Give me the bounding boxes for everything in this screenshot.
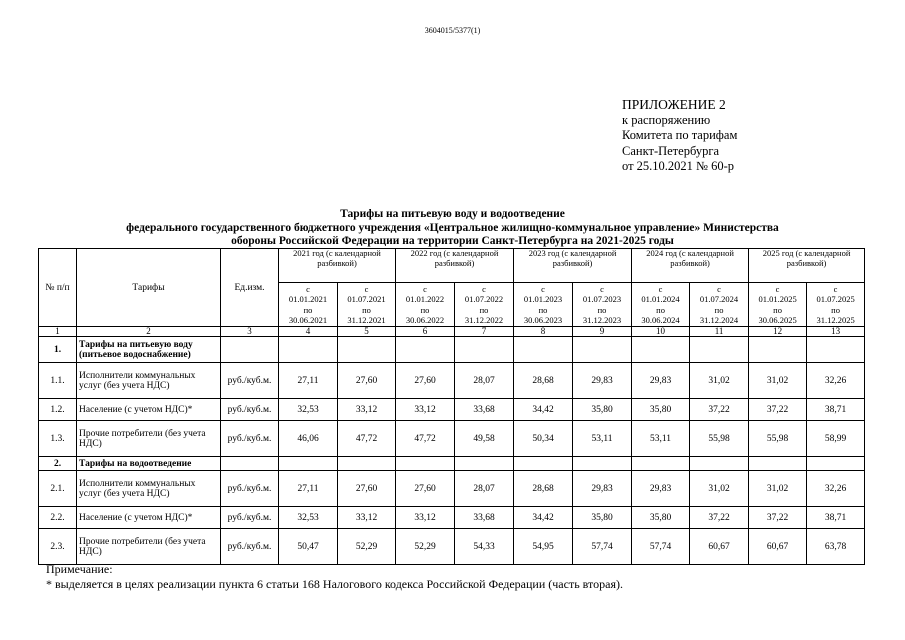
period-to-label: по [538,304,548,315]
empty-cell [514,337,573,363]
appendix-block [622,97,737,175]
period-from: 01.01.2025 [758,294,797,304]
period-from-label: с [775,283,780,294]
tariff-value: 31,02 [749,363,807,399]
header-unit: Ед.изм. [221,249,279,327]
row-unit: руб./куб.м. [221,507,279,529]
period-to: 30.06.2023 [523,315,563,325]
column-number: 12 [749,327,807,337]
tariff-value: 38,71 [807,507,865,529]
table-row [39,529,865,565]
tariff-value: 29,83 [632,363,690,399]
empty-cell [632,337,690,363]
tariff-value: 34,42 [514,507,573,529]
table-row [39,363,865,399]
row-number: 1. [39,337,77,363]
table-body [39,337,865,565]
row-name: Прочие потребители (без учета НДС) [77,529,221,565]
section-row [39,457,865,471]
header-year: 2025 год (с календарной разбивкой) [749,249,865,283]
table-row [39,471,865,507]
row-number: 2.1. [39,471,77,507]
tariff-value: 33,12 [338,399,396,421]
tariff-value: 32,53 [279,507,338,529]
tariff-value: 58,99 [807,421,865,457]
header-num: № п/п [39,249,77,327]
period-to-label: по [831,304,840,315]
row-unit: руб./куб.м. [221,399,279,421]
notes [46,562,623,592]
appendix-line-committee: Комитета по тарифам [622,128,738,142]
empty-cell [749,457,807,471]
header-tariffs: Тарифы [77,249,221,327]
tariff-value: 32,53 [279,399,338,421]
empty-cell [396,457,455,471]
tariff-value: 33,68 [455,507,514,529]
header-period [338,283,396,327]
appendix-title: ПРИЛОЖЕНИЕ 2 [622,97,726,112]
empty-cell [279,457,338,471]
column-number: 4 [279,327,338,337]
period-to-label: по [362,304,371,315]
period-to: 31.12.2022 [464,315,504,325]
tariff-value: 55,98 [749,421,807,457]
row-name: Тарифы на питьевую воду (питьевое водоснабжение) [77,337,221,363]
period-from-label: с [717,283,721,294]
title-line-2: федерального государственного бюджетного учреждения «Центральное жилищно-коммунальное управление» Министерства [126,221,779,234]
period-from: 01.07.2025 [816,294,855,304]
row-name: Население (с учетом НДС)* [77,399,221,421]
tariff-value: 27,11 [279,471,338,507]
column-number: 2 [77,327,221,337]
row-name: Исполнители коммунальных услуг (без учета НДС) [77,363,221,399]
header-year: 2022 год (с календарной разбивкой) [396,249,514,283]
period-from-label: с [423,283,427,294]
row-number: 2.3. [39,529,77,565]
tariff-value: 50,47 [279,529,338,565]
tariff-value: 29,83 [573,363,632,399]
column-number: 7 [455,327,514,337]
tariff-value: 31,02 [690,471,749,507]
notes-footnote: * выделяется в целях реализации пункта 6 статьи 168 Налогового кодекса Российской Федерации (часть вторая). [46,577,623,591]
empty-cell [338,337,396,363]
tariffs-table [38,248,865,565]
title-line-3: обороны Российской Федерации на территории Санкт-Петербурга на 2021-2025 годы [231,235,674,247]
period-to: 31.12.2024 [699,315,739,325]
header-period [690,283,749,327]
tariff-value: 50,34 [514,421,573,457]
tariff-value: 32,26 [807,363,865,399]
tariff-value: 27,60 [338,471,396,507]
tariff-value: 46,06 [279,421,338,457]
empty-cell [338,457,396,471]
period-from: 01.07.2021 [347,294,386,304]
table-row [39,421,865,457]
tariff-value: 52,29 [396,529,455,565]
period-to: 30.06.2025 [758,315,797,325]
empty-cell [455,337,514,363]
period-to: 31.12.2025 [816,315,855,325]
column-number: 10 [632,327,690,337]
row-unit: руб./куб.м. [221,363,279,399]
notes-heading: Примечание: [46,562,113,576]
tariff-value: 35,80 [573,399,632,421]
column-number: 5 [338,327,396,337]
period-from-label: с [658,283,663,294]
section-row [39,337,865,363]
empty-cell [221,337,279,363]
tariff-value: 33,12 [396,399,455,421]
column-number: 6 [396,327,455,337]
tariff-value: 53,11 [573,421,632,457]
tariff-value: 63,78 [807,529,865,565]
tariff-value: 60,67 [690,529,749,565]
empty-cell [221,457,279,471]
tariff-value: 31,02 [749,471,807,507]
title-line-1: Тарифы на питьевую воду и водоотведение [340,208,565,220]
header-period [749,283,807,327]
period-from: 01.01.2024 [641,294,680,304]
tariff-value: 38,71 [807,399,865,421]
tariff-value: 60,67 [749,529,807,565]
header-period [396,283,455,327]
period-to: 30.06.2024 [641,315,680,325]
period-to: 30.06.2021 [288,315,328,325]
header-period [279,283,338,327]
document-title [0,208,905,249]
tariff-value: 28,07 [455,471,514,507]
empty-cell [690,457,749,471]
tariff-value: 32,26 [807,471,865,507]
row-unit: руб./куб.м. [221,471,279,507]
document-number: 3604015/5377(1) [424,26,481,35]
period-to-label: по [420,304,430,315]
row-unit: руб./куб.м. [221,529,279,565]
tariff-value: 27,60 [396,363,455,399]
tariff-value: 27,11 [279,363,338,399]
tariff-value: 57,74 [573,529,632,565]
column-number: 3 [221,327,279,337]
tariff-value: 35,80 [632,399,690,421]
period-to-label: по [714,304,724,315]
period-from: 01.01.2022 [405,294,445,304]
row-name: Исполнители коммунальных услуг (без учета НДС) [77,471,221,507]
tariff-value: 54,95 [514,529,573,565]
period-from: 01.07.2024 [699,294,739,304]
tariff-value: 47,72 [338,421,396,457]
tariff-value: 33,12 [338,507,396,529]
period-to-label: по [773,304,782,315]
row-name: Прочие потребители (без учета НДС) [77,421,221,457]
column-number: 8 [514,327,573,337]
tariff-value: 47,72 [396,421,455,457]
appendix-line-order: к распоряжению [622,112,711,127]
row-number: 1.2. [39,399,77,421]
table-row [39,399,865,421]
tariff-value: 28,68 [514,471,573,507]
period-from-label: с [600,283,604,294]
tariff-value: 33,12 [396,507,455,529]
period-from: 01.07.2022 [464,294,504,304]
period-from-label: с [306,283,310,294]
tariff-value: 29,83 [573,471,632,507]
tariff-value: 27,60 [338,363,396,399]
tariff-value: 34,42 [514,399,573,421]
header-year: 2023 год (с календарной разбивкой) [514,249,632,283]
tariff-value: 37,22 [749,399,807,421]
period-to-label: по [303,304,313,315]
column-number: 13 [807,327,865,337]
tariff-value: 37,22 [690,399,749,421]
period-from-label: с [364,283,369,294]
period-from-label: с [541,283,545,294]
empty-cell [690,337,749,363]
tariff-value: 52,29 [338,529,396,565]
header-period [573,283,632,327]
appendix-line-city: Санкт-Петербурга [622,143,720,158]
row-number: 1.1. [39,363,77,399]
table-row [39,507,865,529]
empty-cell [632,457,690,471]
column-number: 1 [39,327,77,337]
appendix-line-date: от 25.10.2021 № 60-р [622,159,735,173]
tariff-value: 35,80 [632,507,690,529]
tariff-value: 37,22 [749,507,807,529]
header-period [514,283,573,327]
tariff-value: 57,74 [632,529,690,565]
row-name: Тарифы на водоотведение [77,457,221,471]
row-number: 1.3. [39,421,77,457]
period-to-label: по [479,304,489,315]
table-head [39,249,865,337]
row-number: 2. [39,457,77,471]
column-number: 9 [573,327,632,337]
row-name: Население (с учетом НДС)* [77,507,221,529]
period-to: 31.12.2023 [582,315,622,325]
tariff-value: 29,83 [632,471,690,507]
period-from: 01.01.2021 [288,294,328,304]
period-from-label: с [833,283,838,294]
period-from-label: с [482,283,486,294]
empty-cell [455,457,514,471]
empty-cell [279,337,338,363]
tariff-value: 37,22 [690,507,749,529]
tariff-value: 49,58 [455,421,514,457]
header-period [807,283,865,327]
empty-cell [573,457,632,471]
row-unit: руб./куб.м. [221,421,279,457]
header-period [455,283,514,327]
period-to: 31.12.2021 [347,315,386,325]
tariff-value: 28,07 [455,363,514,399]
tariff-value: 27,60 [396,471,455,507]
period-from: 01.01.2023 [523,294,563,304]
empty-cell [807,457,865,471]
tariff-value: 54,33 [455,529,514,565]
tariff-value: 28,68 [514,363,573,399]
column-number: 11 [690,327,749,337]
empty-cell [749,337,807,363]
tariff-value: 55,98 [690,421,749,457]
header-year: 2021 год (с календарной разбивкой) [279,249,396,283]
empty-cell [396,337,455,363]
period-to: 30.06.2022 [405,315,445,325]
header-period [632,283,690,327]
empty-cell [514,457,573,471]
empty-cell [807,337,865,363]
tariff-value: 33,68 [455,399,514,421]
header-year: 2024 год (с календарной разбивкой) [632,249,749,283]
tariff-value: 35,80 [573,507,632,529]
tariff-value: 53,11 [632,421,690,457]
period-to-label: по [656,304,665,315]
tariff-value: 31,02 [690,363,749,399]
period-to-label: по [597,304,607,315]
period-from: 01.07.2023 [582,294,622,304]
empty-cell [573,337,632,363]
row-number: 2.2. [39,507,77,529]
